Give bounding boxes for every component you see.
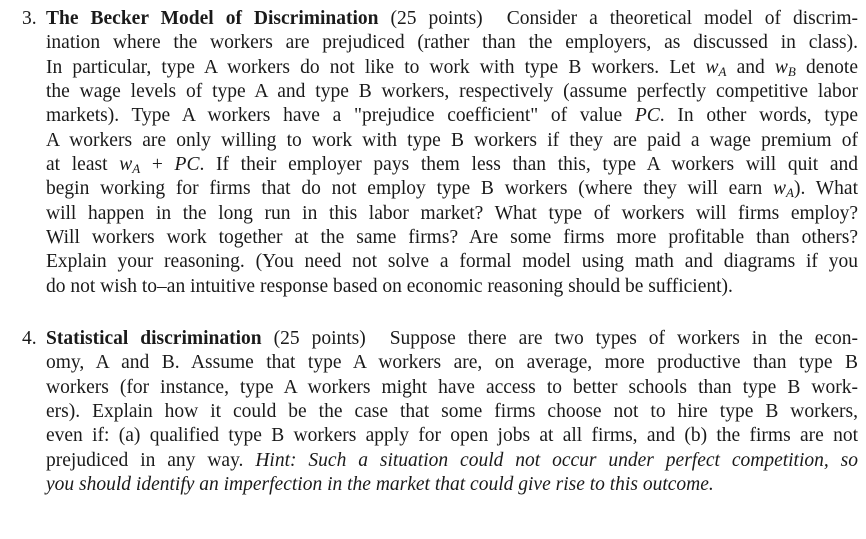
problem-number: 3.	[22, 8, 37, 29]
text-line	[46, 275, 858, 299]
text-segment: omy, A and B. Assume that type A workers are, on average, more productive than type B	[46, 352, 858, 374]
text-segment: markets). Type A workers have a "prejudice coefficient" of value	[46, 105, 635, 127]
text-line	[46, 31, 858, 55]
text-segment: Will workers work together at the same firms? Are some firms more profitable than others?	[46, 227, 858, 249]
text-segment: . If their employer pays them less than this, type A workers will quit and	[199, 154, 859, 176]
text-line	[46, 351, 858, 375]
text-segment: ers). Explain how it could be the case that some firms choose not to hire type B workers,	[46, 401, 858, 423]
math-subscript: A	[718, 63, 727, 79]
math-symbol: w	[773, 178, 787, 200]
problem-title: Statistical discrimination	[46, 328, 262, 349]
math-symbol: PC	[634, 105, 660, 127]
problem-points: (25 points)	[273, 328, 366, 349]
text-segment: the wage levels of type A and type B workers, respectively (assume perfectly competitive labor	[46, 81, 858, 103]
text-segment: at least	[46, 154, 120, 176]
text-segment: ination where the workers are prejudiced (rather than the employers, as discussed in class).	[46, 32, 858, 54]
math-subscript: A	[786, 185, 794, 201]
text-segment: In particular, type A workers do not like to work with type B workers. Let	[46, 56, 706, 78]
text-line	[46, 104, 858, 128]
text-segment: and	[726, 56, 775, 78]
text-line	[46, 449, 858, 473]
text-segment: will happen in the long run in this labor market? What type of workers will firms employ?	[46, 202, 858, 224]
text-line	[46, 400, 858, 424]
text-segment: Hint: Such a situation could not occur under perfect competition, so	[255, 449, 859, 471]
text-segment: ). What	[793, 178, 858, 200]
problem-number: 4.	[22, 328, 37, 349]
problem-points: (25 points)	[390, 8, 483, 29]
text-segment: prejudiced in any way.	[46, 449, 256, 471]
text-segment: Suppose there are two types of workers in the econ-	[389, 328, 859, 349]
text-segment: begin working for firms that do not employ type B workers (where they will earn	[46, 178, 773, 200]
math-subscript: A	[132, 161, 141, 177]
text-segment: Explain your reasoning. (You need not solve a formal model using math and diagrams if you	[46, 251, 858, 273]
text-segment: even if: (a) qualified type B workers apply for open jobs at all firms, and (b) the firms are not	[46, 425, 858, 447]
text-segment: workers (for instance, type A workers might have access to better schools than type B work-	[46, 376, 858, 398]
text-segment: +	[140, 154, 175, 176]
text-segment: denote	[795, 56, 859, 78]
problem-title: The Becker Model of Discrimination	[46, 8, 379, 29]
text-line	[46, 202, 858, 226]
text-segment: Consider a theoretical model of discrim-	[506, 8, 858, 29]
math-symbol: w	[119, 154, 133, 176]
text-line	[46, 129, 858, 153]
text-line	[46, 376, 858, 400]
text-segment: . In other words, type	[659, 105, 858, 127]
text-line	[46, 424, 858, 448]
text-line	[46, 250, 858, 274]
problem-first-line	[46, 327, 858, 351]
text-segment: you should identify an imperfection in the market that could give rise to this outcome.	[46, 474, 714, 496]
text-line	[46, 56, 858, 80]
text-line	[46, 226, 858, 250]
text-segment: do not wish to–an intuitive response based on economic reasoning should be sufficient).	[46, 275, 733, 297]
problem-first-line	[46, 7, 858, 31]
math-symbol: w	[774, 56, 788, 78]
text-line	[46, 153, 858, 177]
math-symbol: w	[705, 56, 719, 78]
text-segment: A workers are only willing to work with type B workers if they are paid a wage premium of	[46, 129, 858, 151]
math-symbol: PC	[174, 154, 200, 176]
problem-body	[46, 7, 858, 299]
text-line	[46, 80, 858, 104]
text-line	[46, 473, 858, 497]
text-line	[46, 177, 858, 201]
problem-body	[46, 327, 858, 497]
math-subscript: B	[787, 63, 796, 79]
